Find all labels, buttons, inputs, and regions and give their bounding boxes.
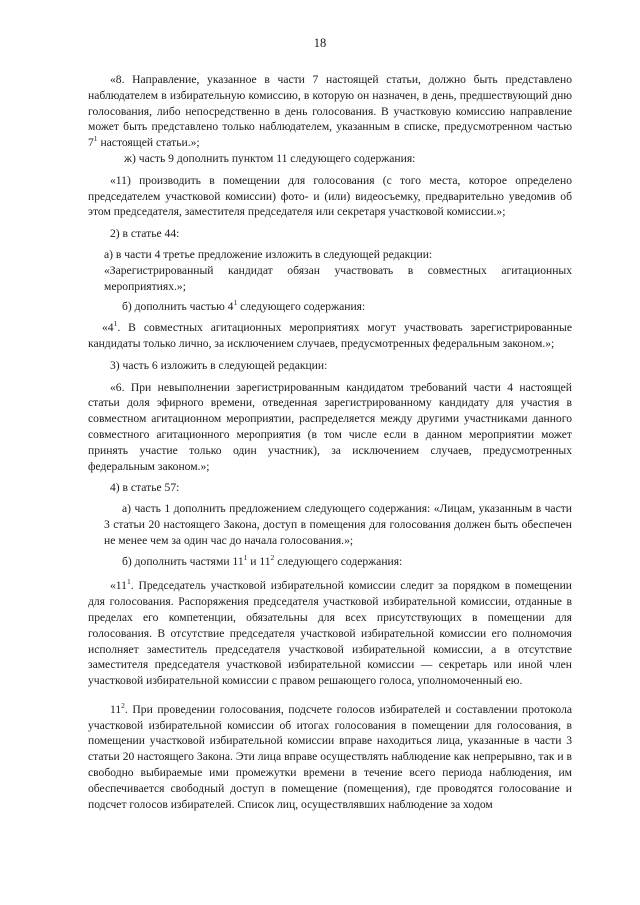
paragraph-section-3: 3) часть 6 изложить в следующей редакции:	[110, 358, 328, 372]
paragraph-item-a-part-4: а) в части 4 третье предложение изложить в следующей редакции:	[104, 247, 433, 261]
paragraph-item-b-part-4-1: б) дополнить частью $4^1$ следующего содержания:	[122, 298, 366, 314]
paragraph-part-11-1: «$11^1$. Председатель участковой избирательной комиссии следит за порядком в помещении для голосования. Распоряжения председателя участковой избирательной комиссии, отданные в пределах его компетенции, обязательны для всех присутствующих в помещении для голосования. В отсутствие председателя участковой избирательной комиссии его полномочия исполняет заместитель председателя участковой избирательной комиссии, а в отсутствие заместителя председателя участковой избирательной комиссии — секретарь или иной член участковой избирательной комиссии с правом решающего голоса, уполномоченный ею.	[88, 577, 572, 688]
paragraph-item-zh: ж) часть 9 дополнить пунктом 11 следующего содержания:	[124, 151, 416, 165]
paragraph-item-a-part-1: а) часть 1 дополнить предложением следующего содержания: «Лицам, указанным в части 3 статьи 20 настоящего Закона, доступ в помещения для голосования должен быть обеспечен не менее чем за один час до начала голосования.»;	[104, 502, 572, 547]
paragraph-part-8: «8. Направление, указанное в части 7 настоящей статьи, должно быть представлено наблюдателем в избирательную комиссию, в которую он назначен, в день, предшествующий дню голосования, либо непосредственно в день голосования. В участковую комиссию направление может быть представлено только наблюдателем, указанным в списке, предусмотренном частью $7^1$ настоящей статьи.»;	[88, 73, 572, 150]
paragraph-item-b-parts-11: б) дополнить частями $11^1$ и $11^2$ следующего содержания:	[122, 552, 403, 568]
paragraph-quoted-sentence: «Зарегистрированный кандидат обязан участвовать в совместных агитационных мероприятиях.»;	[104, 263, 572, 293]
paragraph-section-4: 4) в статье 57:	[110, 481, 180, 495]
paragraph-part-4-1: «$4^1$. В совместных агитационных мероприятиях могут участвовать зарегистрированные кандидаты только лично, за исключением случаев, предусмотренных федеральным законом.»;	[88, 319, 572, 350]
paragraph-section-2: 2) в статье 44:	[110, 227, 180, 241]
paragraph-part-11-2: $11^2$. При проведении голосования, подсчете голосов избирателей и составлении протокола участковой избирательной комиссии об итогах голосования в помещении для голосования, в помещении участковой избирательной комиссии вправе находиться лица, указанные в части 3 статьи 20 настоящего Закона. Эти лица вправе осуществлять наблюдение как непрерывно, так и в свободно выбираемые ими промежутки времени в течение всего периода наблюдения, им обеспечивается свободный доступ в помещение (помещения), где проводятся голосование и подсчет голосов избирателей. Список лиц, осуществлявших наблюдение за ходом	[88, 700, 572, 811]
document-body	[88, 72, 572, 812]
paragraph-point-11: «11) производить в помещении для голосования (с того места, которое определено председателем участковой комиссии) фото- и (или) видеосъемку, предварительно уведомив об этом председателя, заместителя председателя или секретаря участковой комиссии.»;	[88, 173, 572, 219]
page-number: 18	[313, 36, 327, 50]
paragraph-part-6: «6. При невыполнении зарегистрированным кандидатом требований части 4 настоящей статьи доля эфирного времени, отведенная зарегистрированному кандидату для участия в совместном агитационном мероприятии, распределяется между другими участниками данного совместного агитационного мероприятия (в том числе если в данном мероприятии может принять участие только один участник), за исключением случаев, предусмотренных федеральным законом.»;	[88, 380, 572, 473]
